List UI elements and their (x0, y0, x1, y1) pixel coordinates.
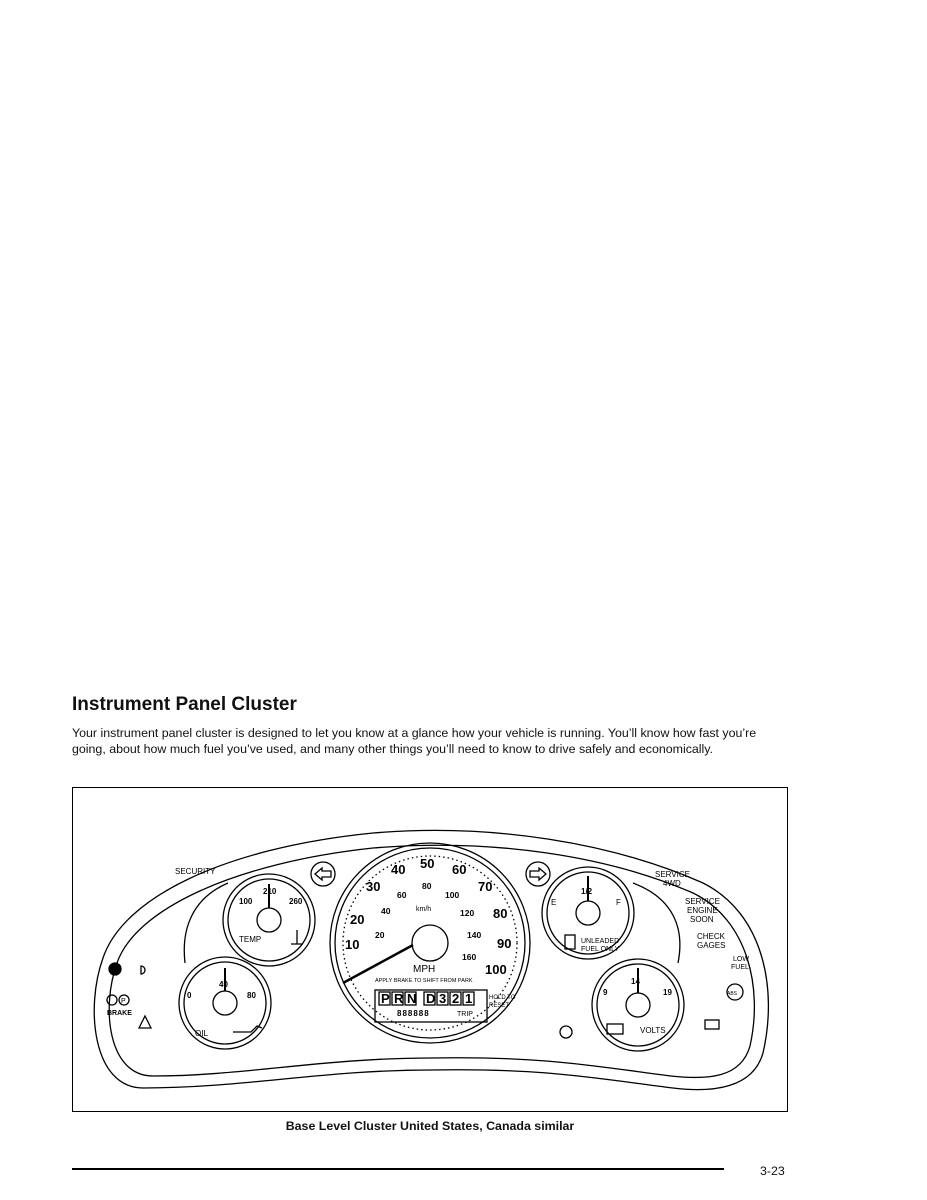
prndl-letter: 2 (452, 991, 460, 1006)
figure-caption: Base Level Cluster United States, Canada similar (285, 1119, 575, 1133)
fuel-half-label: 1/2 (581, 887, 593, 896)
mph-scale-number: 100 (485, 962, 507, 977)
mph-scale-number: 30 (366, 879, 381, 894)
security-label: SECURITY (175, 867, 216, 876)
kmh-scale-number: 20 (375, 930, 385, 940)
footer-rule (72, 1168, 724, 1170)
volts-high-label: 19 (663, 988, 672, 997)
fuel-empty-label: E (551, 898, 557, 907)
brake-p-label: P (121, 998, 126, 1005)
section-title: Instrument Panel Cluster (72, 694, 297, 715)
mph-scale (345, 856, 511, 977)
speed-unit-label: MPH (413, 964, 436, 975)
temp-high-label: 260 (289, 897, 303, 906)
volts-label: VOLTS (640, 1026, 666, 1035)
low-fuel-line1: LOW (733, 956, 749, 963)
low-fuel-line2: FUEL (731, 964, 749, 971)
kmh-scale-number: 120 (460, 908, 475, 918)
shift-note-label: APPLY BRAKE TO SHIFT FROM PARK (375, 978, 473, 984)
check-gages-line1: CHECK (697, 932, 726, 941)
kmh-scale-number: 40 (381, 906, 391, 916)
prndl-letter: 3 (439, 991, 447, 1006)
service-4wd-line2: 4WD (663, 879, 681, 888)
mph-scale-number: 80 (493, 906, 508, 921)
fuel-note-line1: UNLEADED (581, 938, 620, 945)
volts-low-label: 9 (603, 988, 608, 997)
mph-scale-number: 10 (345, 937, 360, 952)
oil-low-label: 0 (187, 991, 192, 1000)
oil-label: OIL (195, 1029, 208, 1038)
reset-label: RESET (489, 1003, 510, 1009)
fuel-note-line2: FUEL ONLY (581, 946, 620, 953)
prndl-letter: P (381, 991, 390, 1006)
oil-mid-label: 40 (219, 980, 228, 989)
mph-scale-number: 50 (420, 856, 435, 871)
prndl-letter: 1 (465, 991, 473, 1006)
odometer-readout: 888888 (397, 1009, 430, 1018)
section-body-text: Your instrument panel cluster is designed to let you know at a glance how your vehicle is running. You’ll know how fast you’re going, about how much fuel you’ve used, and many other things you’ll need to know to drive safely and economically. (72, 726, 757, 756)
kmh-scale-number: 80 (422, 881, 432, 891)
temp-mid-label: 210 (263, 887, 277, 896)
kmh-scale-number: 100 (445, 890, 460, 900)
mph-scale-number: 60 (452, 862, 467, 877)
mph-scale-number: 70 (478, 879, 493, 894)
mph-scale-number: 20 (350, 912, 365, 927)
fuel-full-label: F (616, 898, 621, 907)
temp-low-label: 100 (239, 897, 253, 906)
page-number: 3-23 (760, 1164, 785, 1178)
hold-to-label: HOLD TO (489, 995, 516, 1001)
prndl-letter: R (394, 991, 404, 1006)
oil-high-label: 80 (247, 991, 256, 1000)
service-4wd-line1: SERVICE (655, 870, 690, 879)
mph-scale-number: 90 (497, 936, 512, 951)
kmh-scale (375, 881, 481, 962)
service-engine-soon-line1: SERVICE (685, 897, 720, 906)
abs-label: ABS (727, 991, 738, 997)
instrument-cluster-figure (72, 787, 788, 1112)
brake-label: BRAKE (107, 1010, 132, 1017)
temp-label: TEMP (239, 935, 262, 944)
prndl-letter: D (426, 991, 436, 1006)
kmh-scale-number: 60 (397, 890, 407, 900)
speed-sub-unit-label: km/h (416, 906, 432, 913)
trip-label: TRIP (457, 1011, 473, 1018)
prndl-letter: N (407, 991, 417, 1006)
instrument-cluster-labels (73, 788, 789, 1113)
volts-mid-label: 14 (631, 977, 640, 986)
kmh-scale-number: 140 (467, 930, 482, 940)
prndl-letters (381, 991, 472, 1006)
check-gages-line2: GAGES (697, 941, 726, 950)
mph-scale-number: 40 (391, 862, 406, 877)
service-engine-soon-line2: ENGINE (687, 906, 718, 915)
service-engine-soon-line3: SOON (690, 915, 714, 924)
kmh-scale-number: 160 (462, 952, 477, 962)
